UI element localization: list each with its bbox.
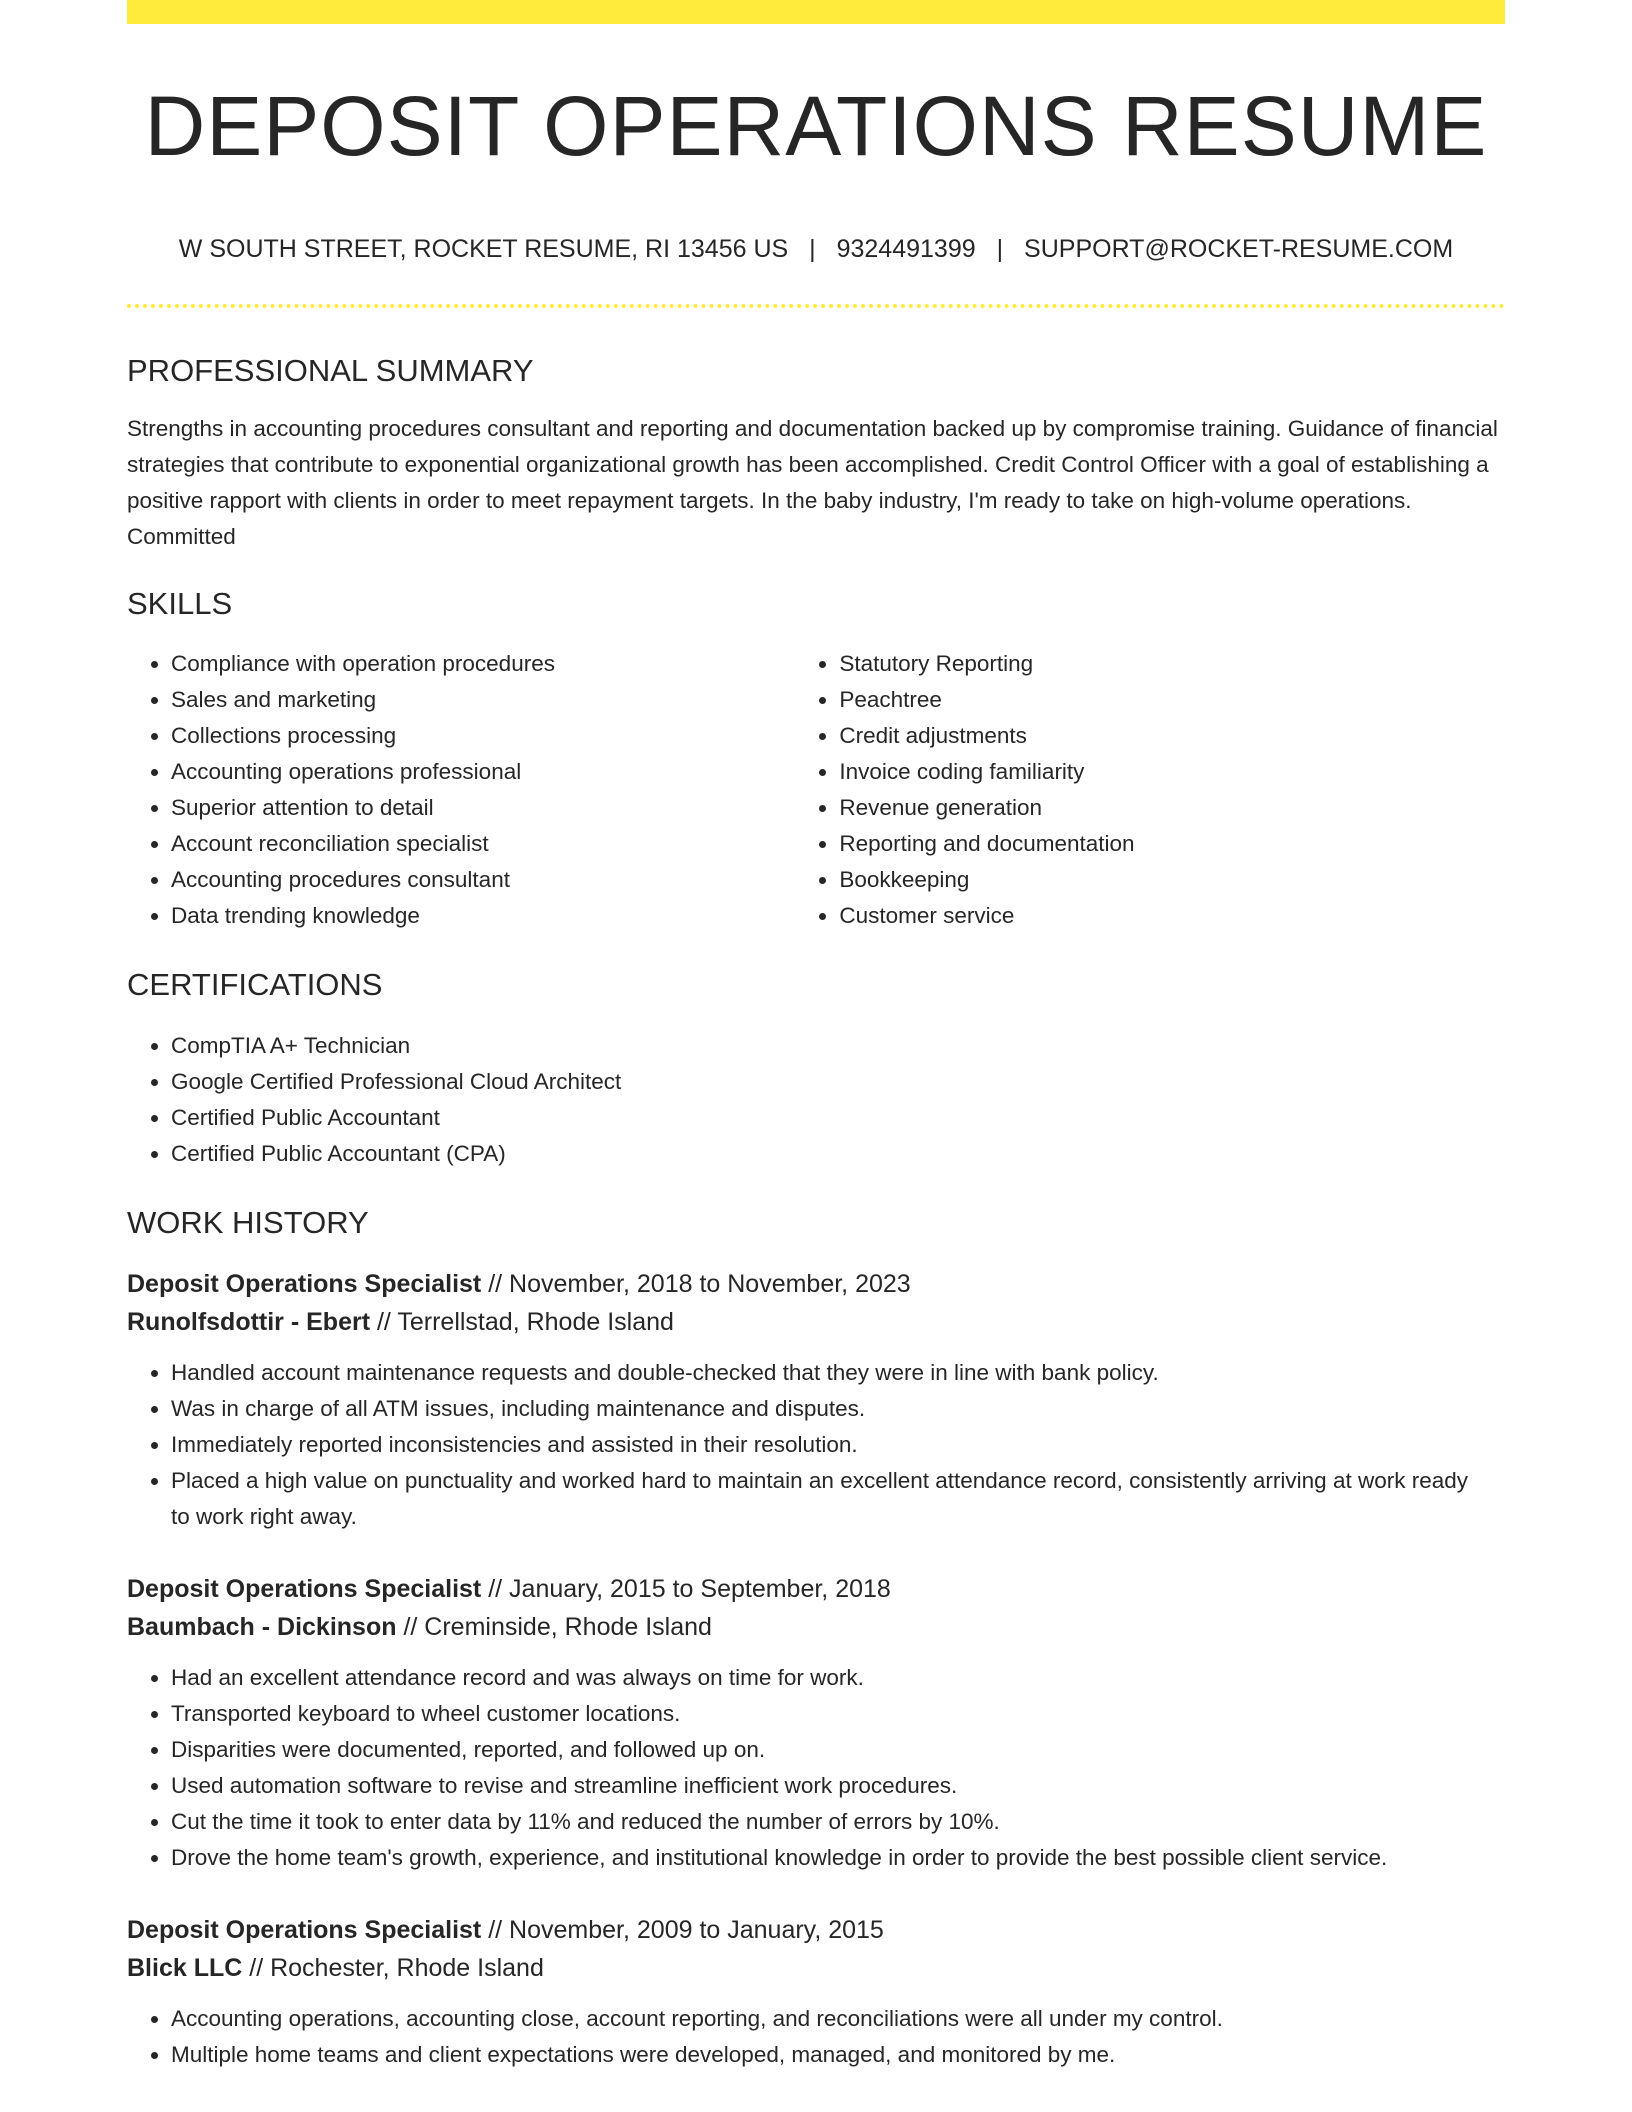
skill-item: • Collections processing [171, 718, 795, 754]
skill-item: • Revenue generation [839, 790, 1505, 826]
certification-item: • Certified Public Accountant (CPA) [171, 1136, 1505, 1172]
job-bullet: • Transported keyboard to wheel customer locations. [171, 1696, 1505, 1732]
summary-section [127, 352, 1505, 555]
job-dates: // November, 2009 to January, 2015 [488, 1915, 884, 1944]
skills-columns [127, 646, 1505, 934]
skill-item: • Accounting operations professional [171, 754, 795, 790]
skill-item: • Invoice coding familiarity [839, 754, 1505, 790]
top-accent-bar [127, 0, 1505, 24]
job-bullet-list [127, 1660, 1505, 1876]
job-role: Deposit Operations Specialist [127, 1574, 482, 1603]
job-bullet-list [127, 1355, 1505, 1535]
job-bullet: • Drove the home team's growth, experience, and institutional knowledge in order to provide the best possible client service. [171, 1840, 1505, 1876]
certification-item: • Google Certified Professional Cloud Architect [171, 1064, 1505, 1100]
job-bullet: • Multiple home teams and client expectations were developed, managed, and monitored by me. [171, 2037, 1505, 2073]
contact-line [127, 234, 1505, 264]
skill-item: • Compliance with operation procedures [171, 646, 795, 682]
contact-phone[interactable]: 9324491399 [836, 235, 976, 263]
job-location: // Creminside, Rhode Island [403, 1612, 712, 1641]
contact-separator: | [996, 235, 1004, 263]
job-bullet-list [127, 2001, 1505, 2073]
certification-item: • CompTIA A+ Technician [171, 1028, 1505, 1064]
job-entry [127, 1265, 1505, 1535]
skills-list-right [795, 646, 1505, 934]
job-role: Deposit Operations Specialist [127, 1915, 482, 1944]
certifications-list [127, 1028, 1505, 1172]
job-bullet: • Immediately reported inconsistencies and assisted in their resolution. [171, 1427, 1505, 1463]
contact-address: W SOUTH STREET, ROCKET RESUME, RI 13456 US [178, 235, 789, 263]
skill-item: • Credit adjustments [839, 718, 1505, 754]
job-bullet: • Cut the time it took to enter data by 11% and reduced the number of errors by 10%. [171, 1804, 1505, 1840]
job-role: Deposit Operations Specialist [127, 1269, 482, 1298]
skill-item: • Accounting procedures consultant [171, 862, 795, 898]
job-bullet: • Used automation software to revise and streamline inefficient work procedures. [171, 1768, 1505, 1804]
certification-item: • Certified Public Accountant [171, 1100, 1505, 1136]
skill-item: • Superior attention to detail [171, 790, 795, 826]
certifications-heading: CERTIFICATIONS [127, 967, 383, 1003]
job-bullet: • Had an excellent attendance record and was always on time for work. [171, 1660, 1505, 1696]
job-bullet: • Disparities were documented, reported, and followed up on. [171, 1732, 1505, 1768]
certifications-section [127, 966, 1505, 1171]
job-bullet: • Was in charge of all ATM issues, including maintenance and disputes. [171, 1391, 1505, 1427]
job-company: Runolfsdottir - Ebert [127, 1307, 371, 1336]
skill-item: • Customer service [839, 898, 1505, 934]
job-role-line [127, 1265, 1505, 1303]
skills-list-left [127, 646, 795, 934]
skills-heading: SKILLS [127, 586, 233, 622]
job-entry [127, 1911, 1505, 2073]
summary-text: Strengths in accounting procedures consultant and reporting and documentation backed up by compromise training. Guidance of financial strategies that contribute to exponential organizational growth has been accomplished. Credit Control Officer with a goal of establishing a positive rapport with clients in order to meet repayment targets. In the baby industry, I'm ready to take on high-volume operations. Committed [127, 416, 1498, 550]
skill-item: • Account reconciliation specialist [171, 826, 795, 862]
job-company-line [127, 1608, 1505, 1646]
summary-heading: PROFESSIONAL SUMMARY [127, 353, 534, 388]
skill-item: • Data trending knowledge [171, 898, 795, 934]
work-history-heading: WORK HISTORY [127, 1204, 369, 1240]
job-company-line [127, 1303, 1505, 1341]
contact-separator: | [809, 235, 816, 263]
skill-item: • Peachtree [839, 682, 1505, 718]
header-divider [127, 304, 1505, 308]
job-bullet: • Handled account maintenance requests and double-checked that they were in line with bank policy. [171, 1355, 1505, 1391]
resume-page [127, 0, 1505, 2073]
resume-title: DEPOSIT OPERATIONS RESUME [144, 79, 1488, 173]
job-location: // Rochester, Rhode Island [249, 1953, 544, 1982]
job-company-line [127, 1949, 1505, 1987]
skill-item: • Statutory Reporting [839, 646, 1505, 682]
job-dates: // January, 2015 to September, 2018 [488, 1574, 891, 1603]
job-entry [127, 1570, 1505, 1876]
skill-item: • Bookkeeping [839, 862, 1505, 898]
job-company: Blick LLC [127, 1953, 243, 1982]
job-bullet: • Accounting operations, accounting close, account reporting, and reconciliations were all under my control. [171, 2001, 1505, 2037]
skill-item: • Sales and marketing [171, 682, 795, 718]
job-role-line [127, 1911, 1505, 1949]
contact-email[interactable]: SUPPORT@ROCKET-RESUME.COM [1024, 235, 1454, 263]
job-company: Baumbach - Dickinson [127, 1612, 397, 1641]
skills-section [127, 585, 1505, 934]
skill-item: • Reporting and documentation [839, 826, 1505, 862]
work-history-section [127, 1204, 1505, 2073]
job-location: // Terrellstad, Rhode Island [376, 1307, 674, 1336]
job-bullet: • Placed a high value on punctuality and worked hard to maintain an excellent attendance record, consistently arriving at work ready to work right away. [171, 1463, 1505, 1535]
job-role-line [127, 1570, 1505, 1608]
job-dates: // November, 2018 to November, 2023 [488, 1269, 911, 1298]
